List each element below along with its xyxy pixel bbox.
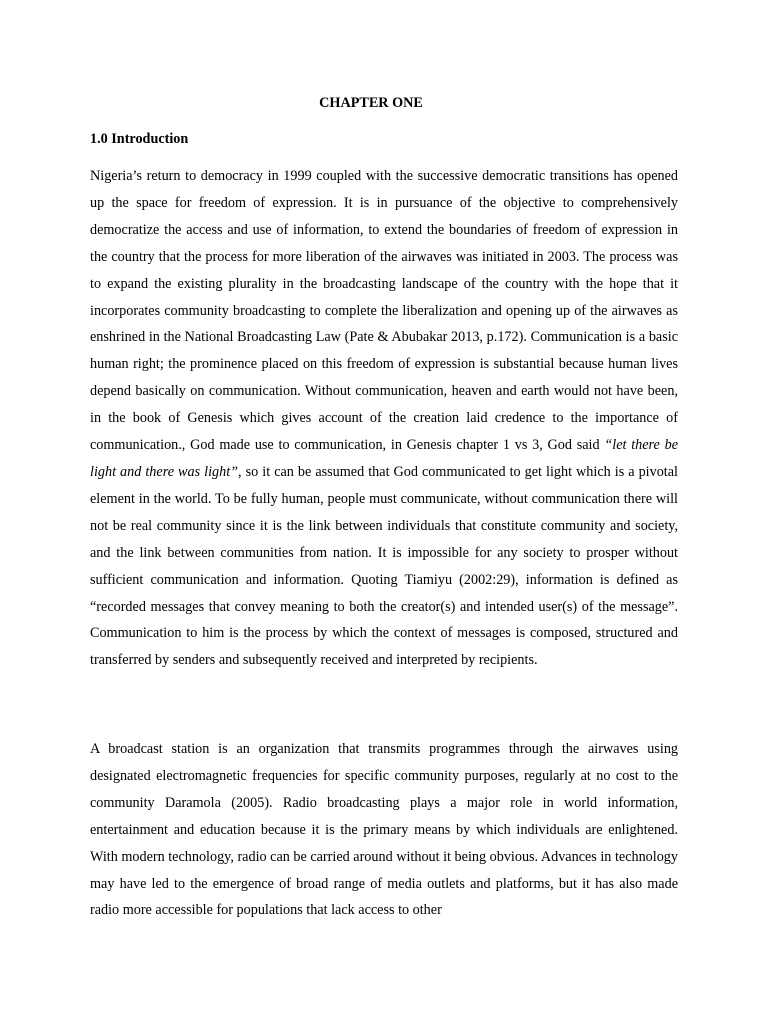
paragraph-text: so it can be assumed that God communicated to get light which is a pivotal element in the world. To be fully human, people must communicate, without communication there will not be real community since it is the link between individuals that constitute community and society, and the link between communities from nation. It is impossible for any society to prosper without sufficient communication and information. Quoting Tiamiyu (2002:29), information is defined as “recorded messages that convey meaning to both the creator(s) and intended user(s) of the message”. Communication to him is the process by which the context of messages is composed, structured and transferred by senders and subsequently received and interpreted by recipients. <box>90 463 678 669</box>
paragraph-text: Nigeria’s return to democracy in 1999 coupled with the successive democratic transitions has opened up the space for freedom of expression. It is in pursuance of the objective to comprehensively democratize the access and use of information, to extend the boundaries of freedom of expression in the country that the process for more liberation of the airwaves was initiated in 2003. The process was to expand the existing plurality in the broadcasting landscape of the country with the hope that it incorporates community broadcasting to complete the liberalization and opening up of the airwaves as enshrined in the National Broadcasting Law (Pate & Abubakar 2013, p.172). Communication is a basic human right; the prominence placed on this freedom of expression is substantial because human lives depend basically on communication. Without communication, heaven and earth would not have been, in the book of Genesis which gives account of the creation laid credence to the importance of communication., God made use to communication, in Genesis chapter 1 vs 3, God said <box>90 168 678 454</box>
paragraph-broadcast-station: A broadcast station is an organization that transmits programmes through the airwaves using designated electromagnetic frequencies for specific community purposes, regularly at no cost to the community Daramola (2005). Radio broadcasting plays a major role in world information, entertainment and education because it is the primary means by which individuals are enlightened. With modern technology, radio can be carried around without it being obvious. Advances in technology may have led to the emergence of broad range of media outlets and platforms, but it has also made radio more accessible for populations that lack access to other <box>90 741 678 919</box>
section-heading: 1.0 Introduction <box>90 131 189 147</box>
paragraph-introduction <box>90 163 678 674</box>
italic-quote: “let there be light and there was light”, <box>90 437 678 480</box>
chapter-title: CHAPTER ONE <box>319 95 423 111</box>
